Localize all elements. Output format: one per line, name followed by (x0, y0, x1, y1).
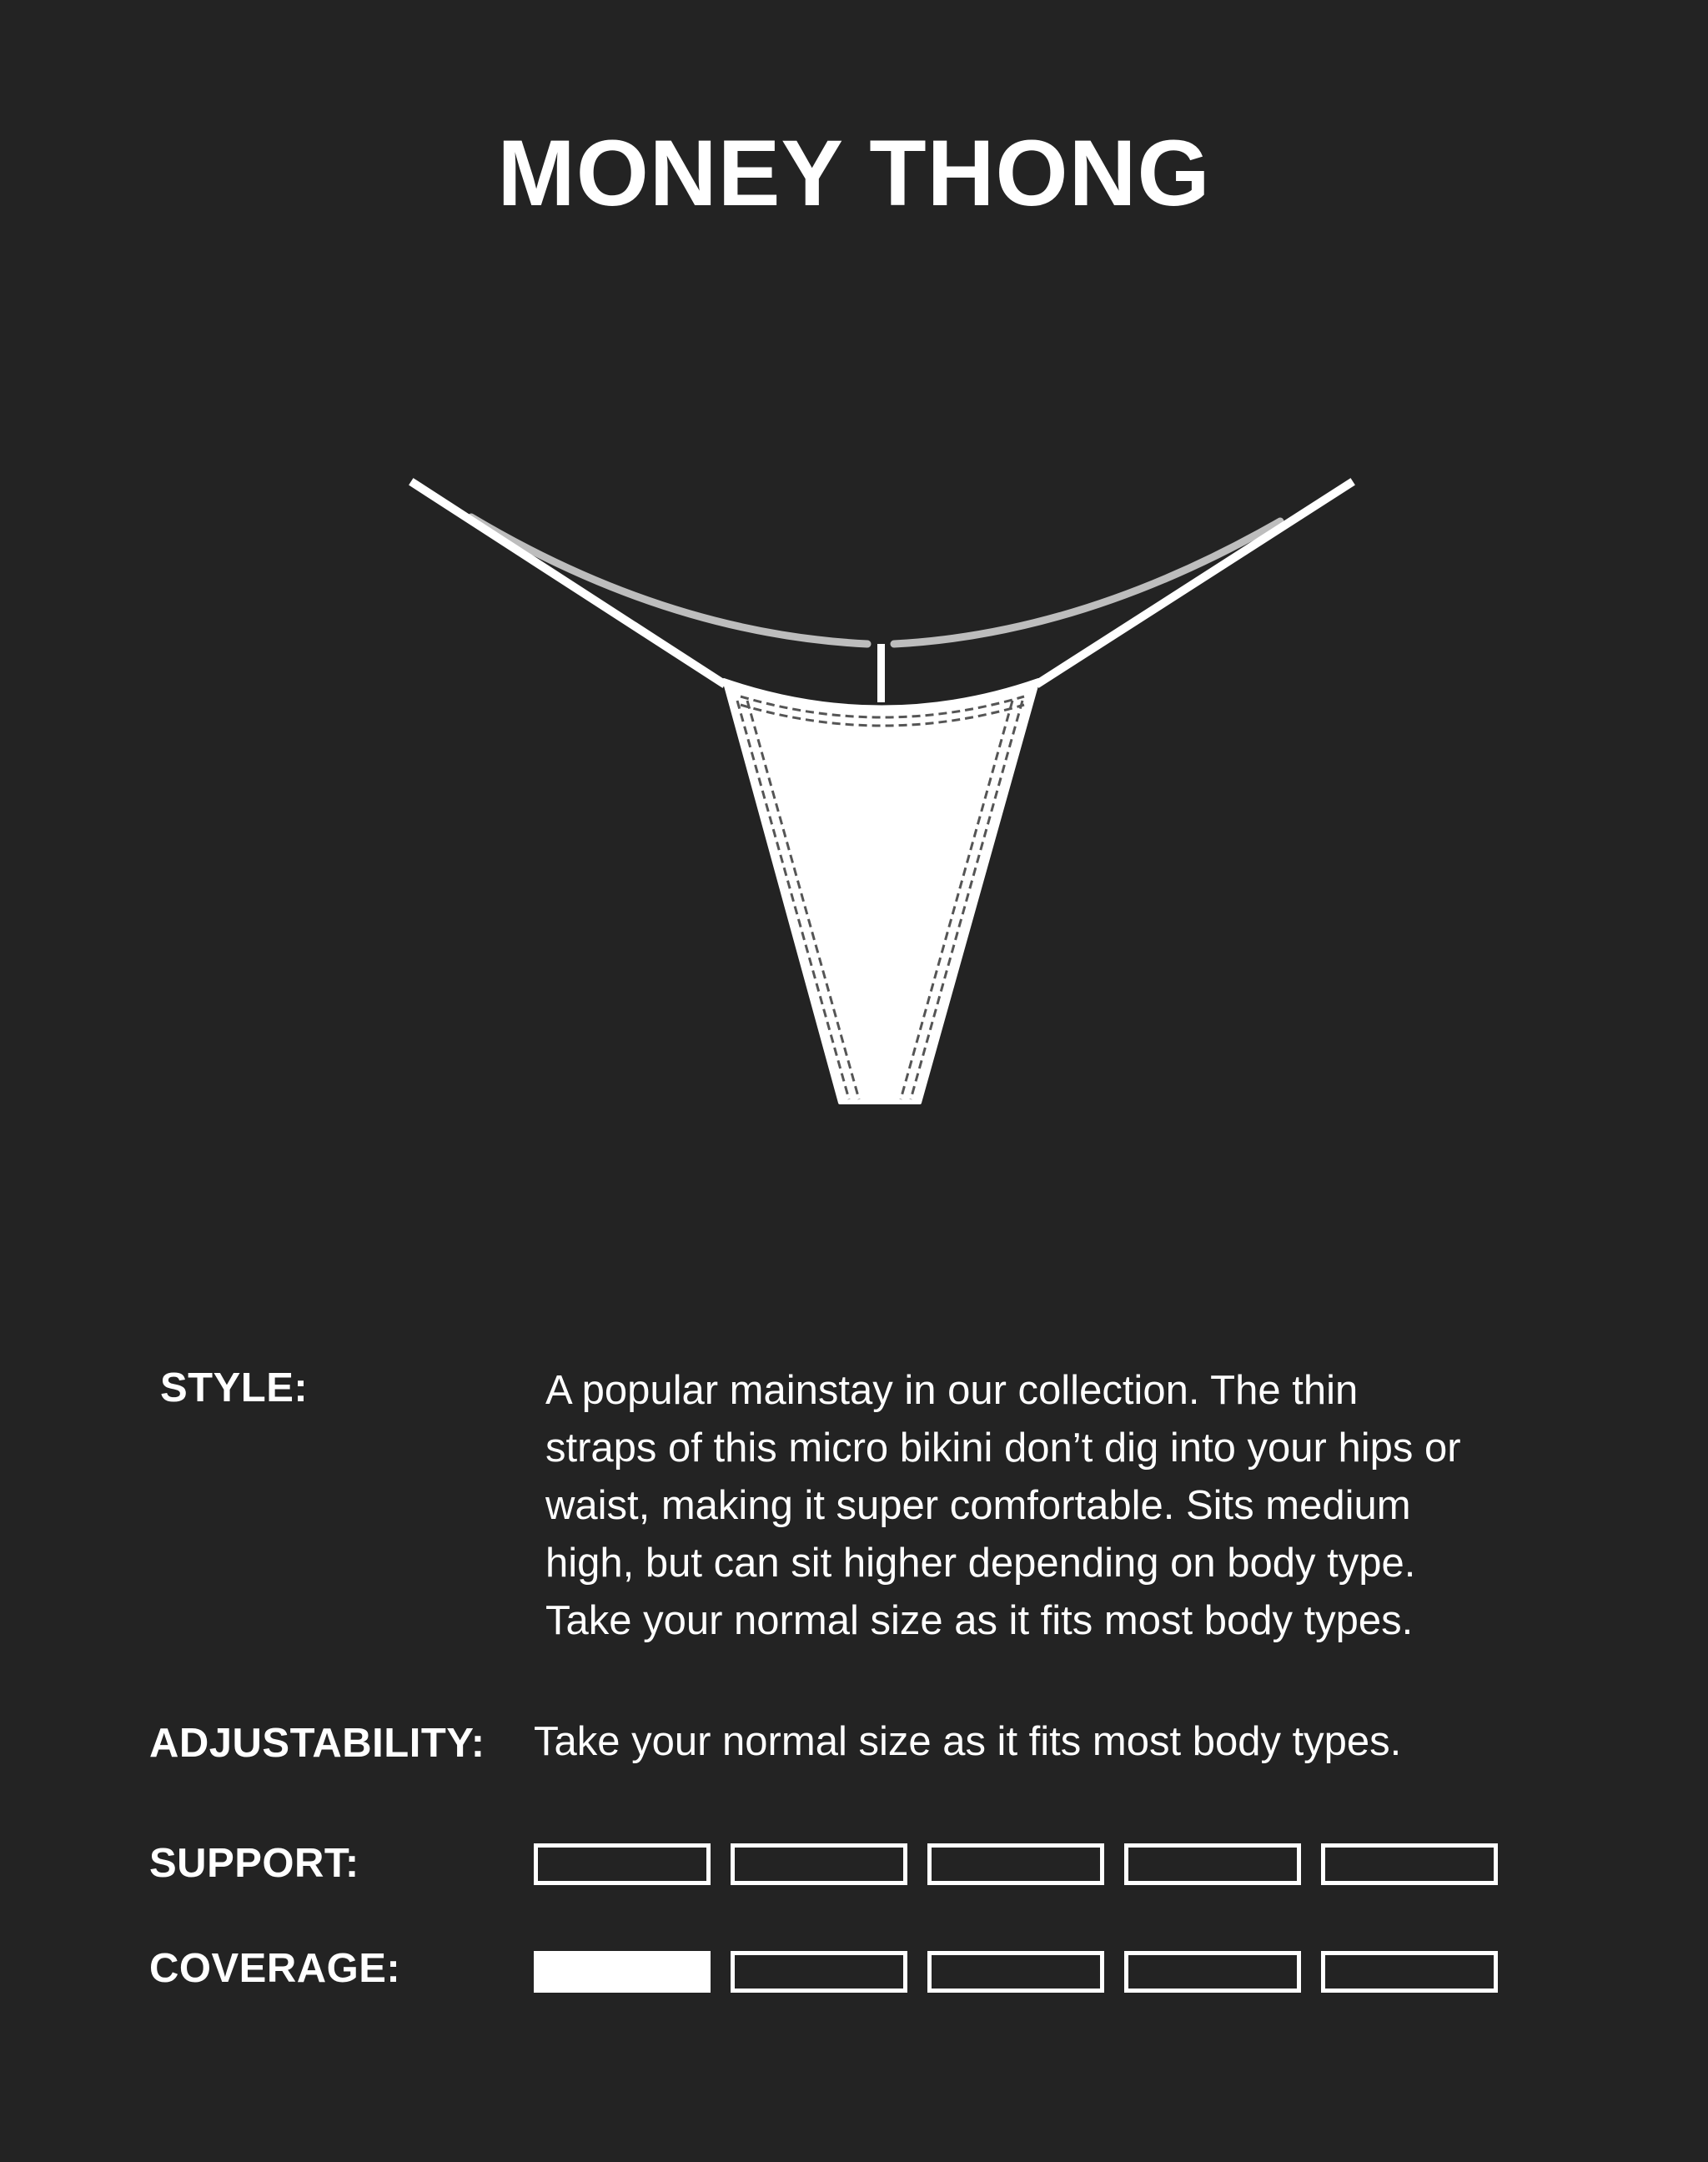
coverage-segment (1321, 1951, 1498, 1993)
back-strap-left (471, 517, 867, 644)
front-pouch (724, 680, 1038, 1103)
support-label: SUPPORT: (149, 1841, 359, 1886)
style-line: Take your normal size as it fits most body types. (545, 1598, 1414, 1643)
style-line: waist, making it super comfortable. Sits medium (545, 1483, 1411, 1528)
style-line: A popular mainstay in our collection. The thin (545, 1368, 1359, 1413)
support-segment (534, 1843, 711, 1885)
front-strap-left (414, 484, 721, 682)
support-segment (1321, 1843, 1498, 1885)
center-connector (877, 644, 885, 702)
back-strap-right (894, 521, 1280, 644)
style-description (545, 1362, 1461, 1650)
adjustability-label: ADJUSTABILITY: (149, 1721, 485, 1766)
style-label: STYLE: (160, 1365, 309, 1410)
coverage-segment (731, 1951, 907, 1993)
support-segment (1124, 1843, 1301, 1885)
coverage-label: COVERAGE: (149, 1946, 401, 1991)
coverage-segment (534, 1951, 711, 1993)
support-segment (927, 1843, 1104, 1885)
coverage-segment (927, 1951, 1104, 1993)
style-line: straps of this micro bikini don’t dig into your hips or (545, 1425, 1461, 1471)
coverage-segment (1124, 1951, 1301, 1993)
style-line: high, but can sit higher depending on body type. (545, 1541, 1416, 1586)
product-title: MONEY THONG (497, 121, 1211, 225)
support-segment (731, 1843, 907, 1885)
adjustability-description: Take your normal size as it fits most body types. (534, 1719, 1402, 1764)
front-strap-right (1040, 484, 1349, 682)
